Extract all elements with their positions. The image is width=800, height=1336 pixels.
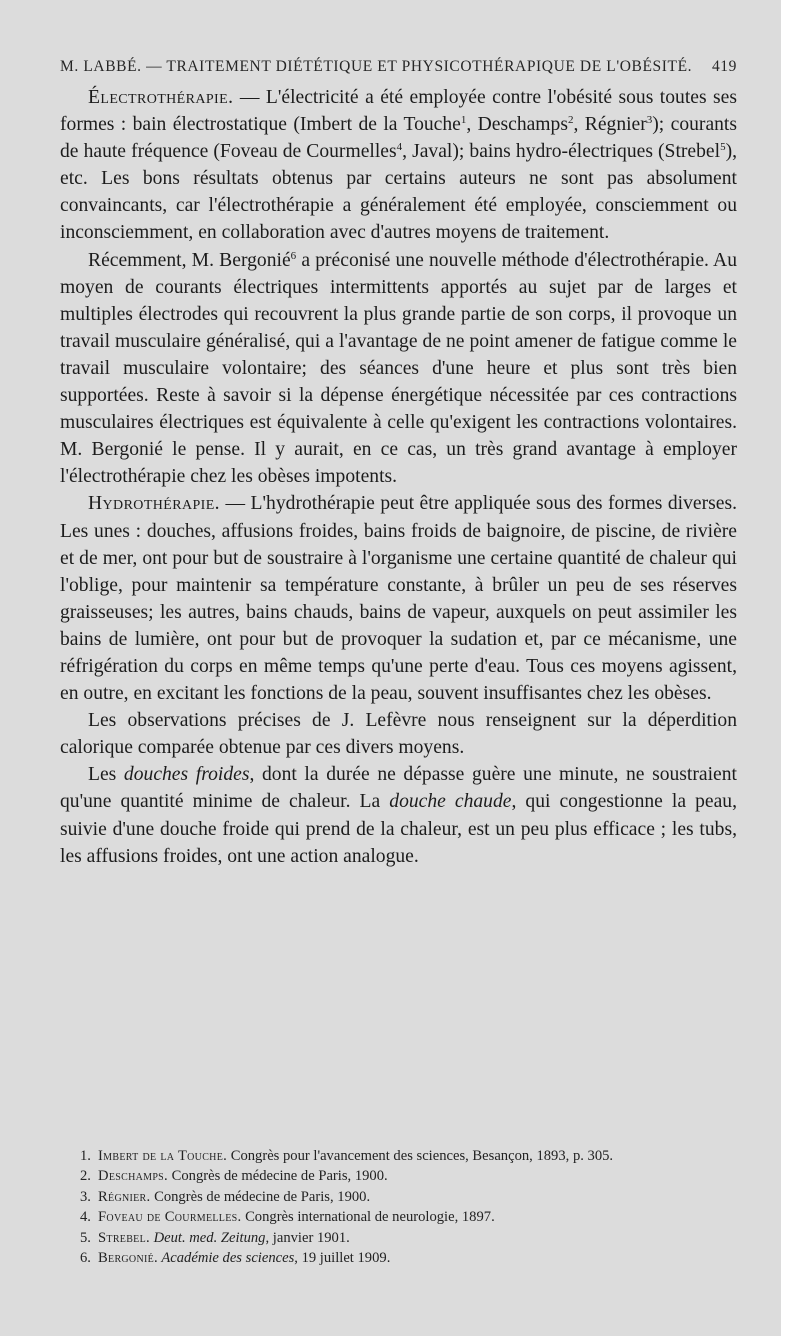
footnote-ref: 5: [720, 141, 726, 154]
footnote-ref: 1: [460, 114, 467, 127]
text-run: Les observations précises de J. Lefèvre nous renseignent sur la déperdition calorique comparée obtenue par ces divers moyens.: [60, 710, 737, 759]
footnote-number: 5.: [80, 1229, 91, 1246]
footnote-number: 3.: [80, 1188, 91, 1205]
footnote-text: Congrès pour l'avancement des sciences, Besançon, 1893, p. 305.: [227, 1148, 614, 1164]
footnote-text: Congrès de médecine de Paris, 1900.: [150, 1188, 371, 1205]
text-run: , Deschamps: [466, 114, 568, 136]
footnote-item: [80, 1187, 760, 1207]
running-header: [60, 58, 737, 76]
text-run: — L'hydrothérapie peut être appliquée sous des formes diverses. Les unes : douches, affusions froides, bains froids de baignoire, de piscine, de rivière et de mer, ont pour but de soustraire à l'organisme une certaine quantité de chaleur qui l'oblige, pour maintenir sa température constante, à brûler un peu de ses réserves graisseuses; les autres, bains chauds, bains de vapeur, auxquels on peut assimiler les bains de lumière, ont pour but de provoquer la sudation et, par ce mécanisme, une réfrigération du corps en même temps qu'une perte d'eau. Tous ces moyens agissent, en outre, en excitant les fonctions de la peau, souvent insuffisantes chez les obèses.: [60, 493, 737, 705]
footnote-item: [80, 1248, 760, 1268]
footnote-author: Strebel.: [98, 1229, 150, 1246]
footnote-text: Congrès international de neurologie, 1897.: [241, 1209, 495, 1226]
footnote-text: , 19 juillet 1909.: [294, 1250, 391, 1267]
footnote-ref: 4: [396, 141, 403, 154]
footnote-author: Deschamps.: [98, 1168, 168, 1185]
text-run: a préconisé une nouvelle méthode d'électrothérapie. Au moyen de courants électriques intermittents apportés au sujet par de larges et multiples électrodes qui recouvrent la plus grande partie de son corps, il provoque un travail musculaire généralisé, qui a l'avantage de ne point amener de fatigue comme le travail musculaire volontaire; des séances d'une heure et plus sont très bien supportées. Reste à savoir si la dépense énergétique nécessitée par ces contractions musculaires électriques est équivalente à celle qu'exigent les contractions volontaires. M. Bergonié le pense. Il y aurait, en ce cas, un très grand avantage à employer l'électrothérapie chez les obèses impotents.: [60, 249, 737, 488]
footnote-number: 2.: [80, 1168, 91, 1185]
footnote-author: Foveau de Courmelles.: [98, 1209, 242, 1226]
footnote-author: Bergonié.: [98, 1250, 158, 1267]
text-run: , qui congestionne la peau, suivie d'une douche froide qui prend de la chaleur, est un peu plus efficace ; les tubs, les affusions froides, ont une action analogue.: [60, 791, 737, 867]
text-run: , Régnier: [573, 114, 647, 136]
footnote-item: [80, 1166, 760, 1186]
running-title: M. LABBÉ. — TRAITEMENT DIÉTÉTIQUE ET PHYSICOTHÉRAPIQUE DE L'OBÉSITÉ.: [60, 58, 693, 75]
footnote-journal: Deut. med. Zeitung: [149, 1229, 266, 1246]
italic-term: douches froides: [123, 764, 250, 786]
page-number: 419: [711, 58, 737, 75]
text-run: ); courants de haute fréquence (Foveau de Courmelles: [60, 114, 738, 163]
text-run: — L'électricité a été employée contre l'obésité sous toutes ses formes : bain électrostatique (Imbert de la Touche: [60, 87, 737, 136]
footnote-item: [80, 1207, 760, 1227]
footnote-journal: Académie des sciences: [157, 1250, 295, 1267]
section-heading-hydrotherapie: Hydrothérapie.: [88, 493, 220, 515]
paragraph-hydrotherapie: [60, 490, 737, 707]
italic-term: douche chaude: [389, 791, 512, 813]
page-margin: [781, 0, 800, 1336]
text-run: ), etc. Les bons résultats obtenus par certains auteurs ne sont pas absolument convaincants, car l'électrothérapie a généralement été employée, consciemment ou inconsciemment, en collaboration avec d'autres moyens de traitement.: [60, 141, 737, 244]
footnote-ref: 3: [646, 114, 653, 127]
footnotes: [80, 1146, 760, 1268]
body-text: [60, 84, 737, 870]
paragraph-electrotherapie: [60, 84, 737, 247]
footnote-text: , janvier 1901.: [265, 1229, 350, 1246]
footnote-item: [80, 1146, 760, 1166]
paragraph-lefevre: [60, 707, 737, 761]
footnote-ref: 6: [290, 249, 297, 262]
footnote-number: 1.: [80, 1148, 91, 1164]
text-run: Les: [88, 764, 124, 786]
text-run: Récemment, M. Bergonié: [88, 249, 291, 271]
text-run: , dont la durée ne dépasse guère une minute, ne soustraient qu'une quantité minime de chaleur. La: [60, 764, 737, 813]
paragraph-bergonie: [60, 247, 737, 491]
paragraph-douches: [60, 761, 737, 869]
footnote-number: 6.: [80, 1250, 91, 1267]
footnote-number: 4.: [80, 1209, 91, 1226]
footnote-ref: 2: [567, 114, 574, 127]
footnote-author: Régnier.: [98, 1188, 151, 1205]
section-heading-electrotherapie: Électrothérapie.: [88, 87, 234, 108]
footnote-text: Congrès de médecine de Paris, 1900.: [168, 1168, 388, 1185]
footnote-item: [80, 1228, 760, 1248]
text-run: , Javal); bains hydro-électriques (Strebel: [402, 141, 721, 163]
footnote-author: Imbert de la Touche.: [98, 1148, 228, 1164]
